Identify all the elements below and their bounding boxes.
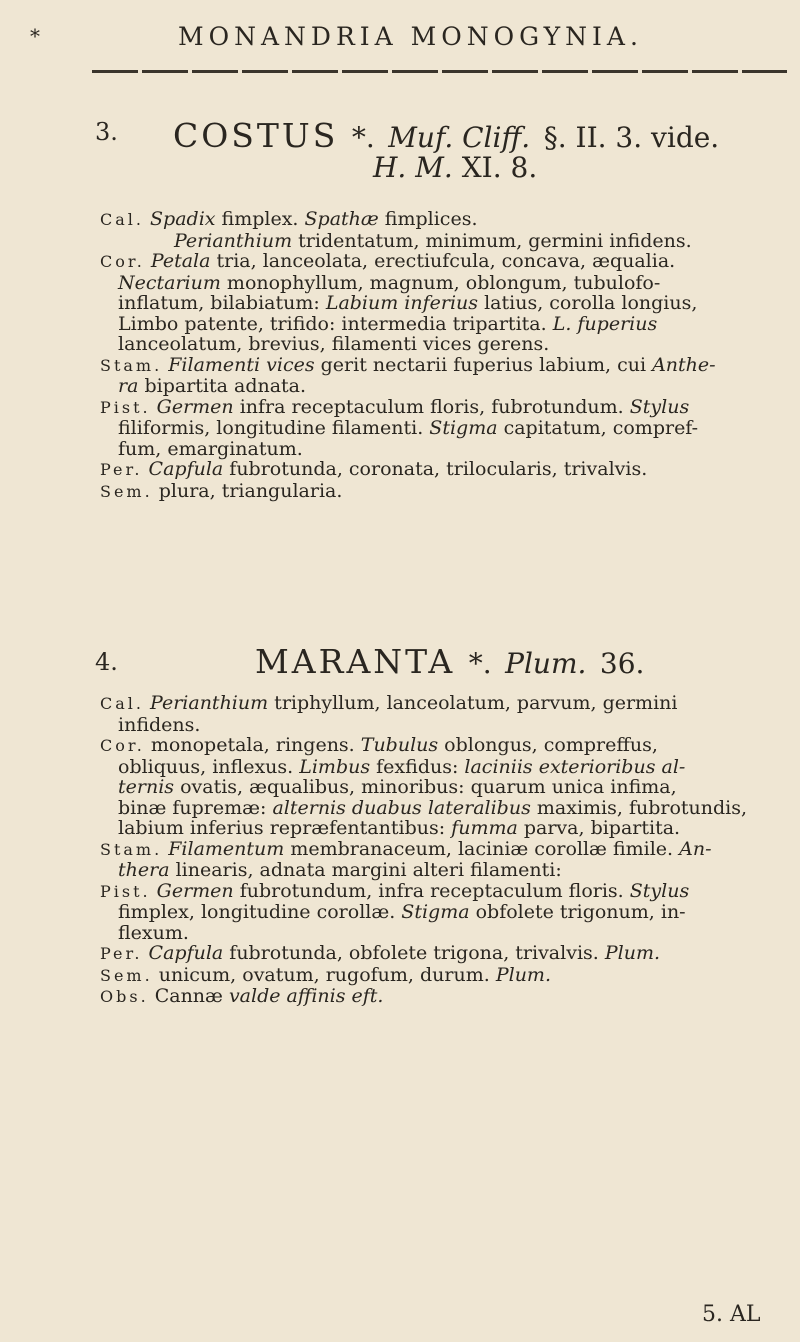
- italic-term: Tubulus: [360, 734, 439, 756]
- description-line: [100, 735, 800, 757]
- running-head-mark: *: [30, 24, 40, 48]
- genus-reference: Muf. Cliff.: [388, 121, 531, 154]
- header-rule: [92, 70, 787, 73]
- organ-label: Cor.: [100, 736, 145, 755]
- description-line: [100, 693, 800, 715]
- text-segment: obliquus, inflexus.: [118, 755, 300, 778]
- text-segment: membranaceum, laciniæ corollæ fimile.: [284, 837, 680, 860]
- description-line: [100, 251, 800, 273]
- genus-star: *.: [468, 647, 492, 680]
- italic-term: Anthe-: [652, 353, 716, 376]
- description-line: [100, 481, 800, 503]
- text-segment: fum, emarginatum.: [118, 437, 303, 460]
- genus-number: 4.: [95, 648, 118, 676]
- text-segment: obfolete trigonum, in-: [469, 901, 686, 923]
- italic-term: Labium inferius: [325, 292, 479, 314]
- organ-label: Per.: [100, 460, 143, 479]
- description-line: [100, 818, 800, 839]
- italic-term: Plum.: [604, 942, 661, 964]
- description-line: [100, 397, 800, 419]
- text-segment: ovatis, æqualibus, minoribus: quarum unica infima,: [174, 776, 677, 798]
- italic-term: Stylus: [629, 879, 690, 902]
- genus-description-costus: [100, 209, 800, 502]
- text-segment: bipartita adnata.: [138, 375, 307, 397]
- description-line: [100, 334, 800, 355]
- genus-name: [173, 116, 719, 155]
- description-line: [100, 860, 800, 881]
- organ-label: Obs.: [100, 987, 149, 1006]
- organ-label: Cal.: [100, 210, 144, 229]
- genus-reference-2: H. M.: [373, 151, 453, 184]
- description-line: [100, 757, 800, 778]
- description-line: [100, 355, 800, 377]
- italic-term: Limbus: [299, 755, 371, 778]
- description-line: [100, 459, 800, 481]
- running-head: [30, 22, 722, 51]
- text-segment: fubrotunda, obfolete trigona, trivalvis.: [223, 942, 605, 964]
- text-segment: capitatum, compref-: [497, 417, 699, 439]
- text-segment: inflatum, bilabiatum:: [118, 292, 326, 314]
- genus-reference-number: §. II. 3. vide.: [543, 121, 720, 154]
- italic-term: Stigma: [429, 417, 498, 439]
- italic-term: Stigma: [401, 901, 470, 923]
- text-segment: flexum.: [118, 921, 189, 944]
- text-segment: fimplex.: [215, 208, 305, 230]
- description-line: [100, 943, 800, 965]
- italic-term: alternis duabus lateralibus: [272, 796, 531, 819]
- description-line: [100, 418, 800, 439]
- italic-term: fumma: [451, 817, 518, 839]
- italic-term: Perianthium: [174, 229, 293, 252]
- description-line: [100, 439, 800, 460]
- description-line: [100, 231, 800, 252]
- description-line: [100, 777, 800, 798]
- italic-term: Capfula: [148, 942, 224, 964]
- italic-term: Perianthium: [150, 692, 269, 714]
- description-line: [100, 798, 800, 819]
- italic-term: Capfula: [148, 458, 224, 480]
- text-segment: oblongus, compreffus,: [438, 734, 658, 756]
- organ-label: Pist.: [100, 397, 151, 417]
- organ-label: Cor.: [100, 252, 145, 271]
- genus-name-text: MARANTA: [255, 642, 456, 681]
- text-segment: triphyllum, lanceolatum, parvum, germini: [268, 692, 678, 714]
- italic-term: laciniis exterioribus al-: [464, 755, 686, 778]
- italic-term: Germen: [156, 879, 234, 902]
- description-line: [100, 273, 800, 294]
- organ-label: Sem.: [100, 481, 153, 501]
- organ-label: Stam.: [100, 355, 163, 375]
- organ-label: Cal.: [100, 694, 144, 713]
- italic-term: valde affinis eft.: [228, 985, 384, 1007]
- description-line: [100, 715, 800, 736]
- text-segment: fubrotundum, infra receptaculum floris.: [233, 879, 630, 902]
- italic-term: ra: [118, 375, 139, 397]
- text-segment: tridentatum, minimum, germini infidens.: [292, 229, 692, 252]
- italic-term: Filamenti vices: [168, 353, 315, 376]
- text-segment: lanceolatum, brevius, filamenti vices gerens.: [118, 333, 550, 355]
- description-line: [100, 986, 800, 1008]
- italic-term: Filamentum: [168, 837, 285, 860]
- text-segment: fimplex, longitudine corollæ.: [118, 901, 402, 923]
- description-line: [100, 881, 800, 903]
- text-segment: labium inferius repræfentantibus:: [118, 817, 452, 839]
- text-segment: filiformis, longitudine filamenti.: [118, 417, 430, 439]
- text-segment: monophyllum, magnum, oblongum, tubulofo-: [220, 271, 661, 294]
- genus-reference-number: 36.: [599, 647, 645, 680]
- italic-term: Nectarium: [118, 271, 221, 294]
- italic-term: Spathæ: [304, 208, 379, 230]
- text-segment: linearis, adnata margini alteri filamenti:: [169, 859, 562, 881]
- description-line: [100, 314, 800, 335]
- description-line: [100, 923, 800, 944]
- text-segment: plura, triangularia.: [158, 479, 343, 502]
- text-segment: infidens.: [118, 713, 201, 736]
- description-line: [100, 839, 800, 861]
- genus-name-text: COSTUS: [173, 116, 339, 155]
- text-segment: maximis, fubrotundis,: [530, 796, 748, 819]
- genus-name: [255, 642, 644, 681]
- organ-label: Per.: [100, 944, 143, 963]
- genus-number: 3.: [95, 118, 118, 146]
- description-line: [100, 376, 800, 397]
- genus-description-maranta: [100, 693, 800, 1008]
- running-head-title: MONANDRIA MONOGYNIA.: [178, 22, 643, 51]
- organ-label: Stam.: [100, 839, 163, 859]
- italic-term: ternis: [118, 776, 175, 798]
- text-segment: infra receptaculum floris, fubrotundum.: [233, 395, 630, 418]
- italic-term: Petala: [150, 250, 211, 272]
- text-segment: binæ fupremæ:: [118, 796, 273, 819]
- description-line: [100, 902, 800, 923]
- genus-reference-secondary: [373, 151, 537, 184]
- description-line: [100, 209, 800, 231]
- italic-term: Stylus: [629, 395, 690, 418]
- genus-reference-2-number: XI. 8.: [461, 151, 538, 184]
- italic-term: Spadix: [150, 208, 216, 230]
- text-segment: gerit nectarii fuperius labium, cui: [314, 353, 653, 376]
- genus-star: *.: [351, 121, 375, 154]
- italic-term: L. fuperius: [552, 312, 658, 335]
- description-line: [100, 293, 800, 314]
- text-segment: parva, bipartita.: [517, 817, 681, 839]
- text-segment: unicum, ovatum, rugofum, durum.: [158, 963, 496, 986]
- text-segment: latius, corolla longius,: [478, 292, 698, 314]
- description-line: [100, 965, 800, 987]
- text-segment: fexfidus:: [370, 755, 465, 778]
- italic-term: Germen: [156, 395, 234, 418]
- italic-term: thera: [118, 859, 170, 881]
- catchword: 5. AL: [702, 1302, 761, 1327]
- organ-label: Sem.: [100, 965, 153, 985]
- text-segment: fimplices.: [378, 208, 478, 230]
- italic-term: An-: [679, 837, 712, 860]
- genus-reference: Plum.: [505, 647, 587, 680]
- text-segment: Cannæ: [154, 985, 229, 1007]
- text-segment: Limbo patente, trifido: intermedia tripartita.: [118, 312, 553, 335]
- text-segment: tria, lanceolata, erectiufcula, concava, æqualia.: [210, 250, 676, 272]
- organ-label: Pist.: [100, 881, 151, 901]
- text-segment: fubrotunda, coronata, trilocularis, trivalvis.: [223, 458, 648, 480]
- italic-term: Plum.: [495, 963, 551, 986]
- text-segment: monopetala, ringens.: [150, 734, 361, 756]
